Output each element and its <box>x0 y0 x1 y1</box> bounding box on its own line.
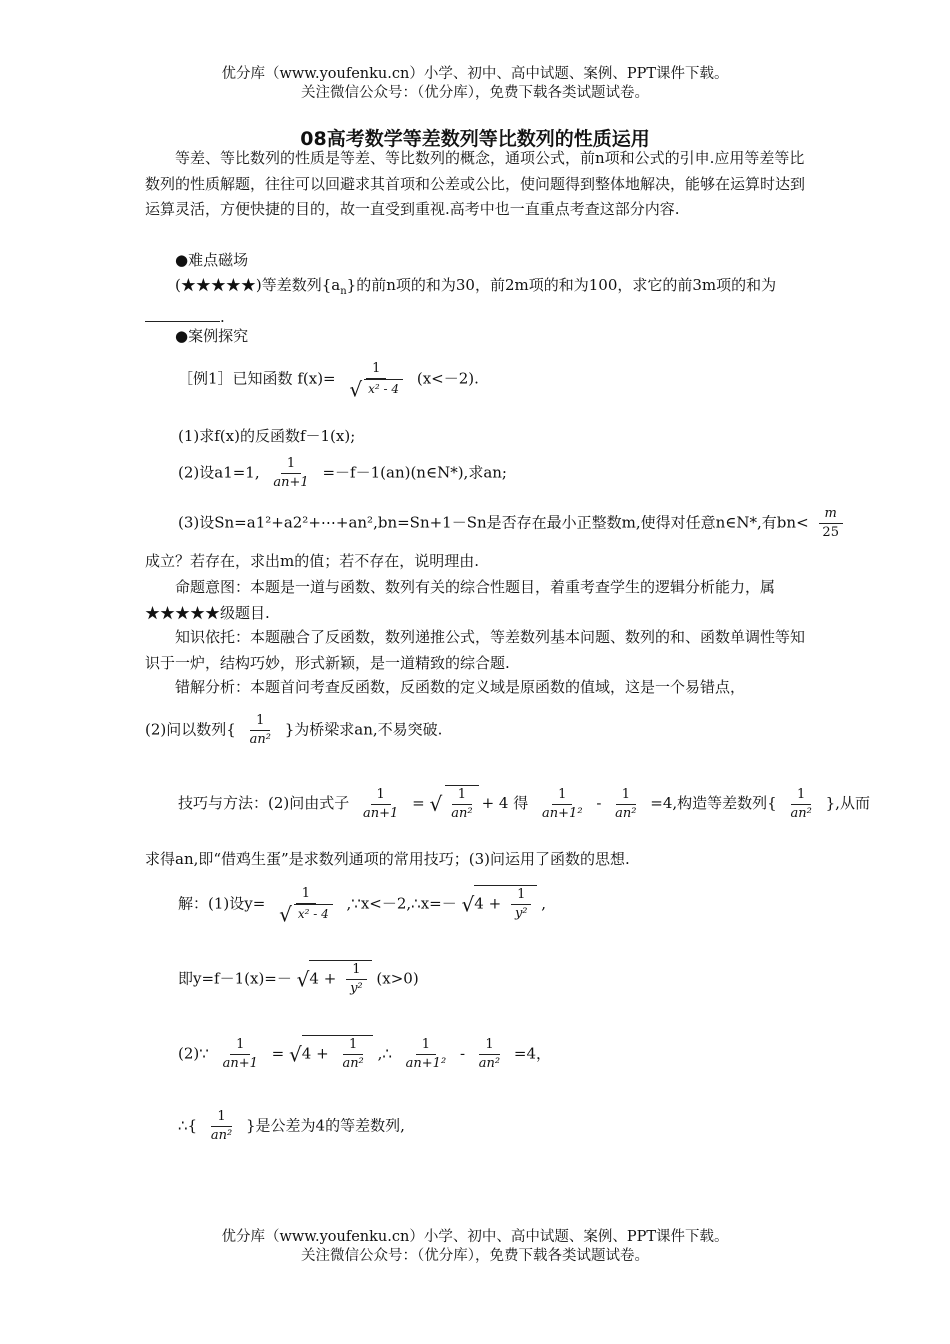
footer-line-2: 关注微信公众号：（优分库），免费下载各类试题试卷。 <box>301 1248 649 1264</box>
sqrt-body <box>302 1035 373 1073</box>
frac-den: an² <box>210 1128 233 1143</box>
s2-text-a: 即y=f－1(x)=－ <box>178 969 292 988</box>
frac-num: 1 <box>211 1108 231 1127</box>
frac-num: m <box>819 505 843 524</box>
question-2 <box>178 455 507 492</box>
analysis-skill: 技巧与方法：(2)问由式子 $\frac{1}{an+1}$ = √ $\frac{1}{\text{an²}}$ + 4 得 $\frac{1}{\text{an+1²}}$ - $\frac{1}{\text{an²}}$ =4,构造等差数列{ $\frac{1}{\text{an²}}$ },从而 <box>178 786 870 821</box>
question-3-tail: 成立？若存在，求出m的值；若不存在，说明理由. <box>145 552 479 570</box>
header-line-2: 关注微信公众号：（优分库），免费下载各类试题试卷。 <box>301 85 649 101</box>
s3-text-b: ,∴ <box>377 1044 392 1063</box>
fraction-1-over-an1 <box>267 455 314 492</box>
frac-num: 1 <box>416 1036 436 1055</box>
fraction-1-over-an12 <box>400 1036 453 1073</box>
frac-den: y² <box>514 906 528 921</box>
frac-den: an² <box>790 805 812 821</box>
frac-num: 1 <box>250 712 270 731</box>
page-footer <box>0 1228 950 1266</box>
analysis-error-2 <box>145 712 442 749</box>
frac-den: 25 <box>822 525 839 540</box>
fraction-1-over-sqrt: $\frac{1}{\text{√ x² - 4}}$ <box>273 885 339 924</box>
frac-den: an² <box>451 806 473 821</box>
fx-label: f(x)= <box>297 369 336 388</box>
s1-text-b: ,∵x<－2,∴x=－ <box>346 894 457 913</box>
frac-den: an+1 <box>273 475 309 490</box>
q2-text-a: (2)设a1=1, <box>178 463 260 482</box>
fraction-1-over-an2 <box>785 786 818 823</box>
section-case-study: ●案例探究 <box>175 327 249 345</box>
q2-text-b: =－f－1(an)(n∈N*),求an; <box>322 463 507 482</box>
fraction-1-over-an2 <box>445 785 478 823</box>
s3-text-a: (2)∵ <box>178 1044 209 1063</box>
frac-num: 1 <box>371 786 391 805</box>
frac-num: 1 <box>511 886 531 905</box>
four-plus: 4 + <box>301 1044 329 1063</box>
skill-text-a: 技巧与方法：(2)问由式子 <box>178 794 350 812</box>
error2-text-a: (2)问以数列{ <box>145 720 236 739</box>
analysis-knowledge: 知识依托：本题融合了反函数，数列递推公式，等差数列基本问题、数列的和、函数单调性等知识于一炉，结构巧妙，形式新颖，是一道精致的综合题. <box>145 628 806 672</box>
star-rating: (★★★★★) <box>175 276 262 294</box>
analysis-skill-2: 求得an,即“借鸡生蛋”是求数列通项的常用技巧；(3)问运用了函数的思想. <box>145 850 630 868</box>
q3-text-a: (3)设Sn=a1²+a2²+⋯+an²,bn=Sn+1－Sn是否存在最小正整数m,使得对任意n∈N*,有bn< <box>178 513 809 532</box>
s4-text-b: }是公差为4的等差数列, <box>246 1116 405 1135</box>
fraction-1-over-an2 <box>205 1108 238 1145</box>
section-difficult-point: ●难点磁场 <box>175 251 249 269</box>
question-1: (1)求f(x)的反函数f－1(x); <box>178 427 356 445</box>
page-header <box>0 65 950 103</box>
frac-num: 1 <box>346 961 366 980</box>
frac-num: 1 <box>281 455 301 474</box>
difficult-problem: (★★★★★)等差数列$\{a_n\}$的前n项的和为30，前2m项的和为100，求它的前3m项的和为. <box>145 273 810 330</box>
frac-den: an² <box>615 805 637 821</box>
s2-text-b: (x>0) <box>376 969 419 988</box>
s4-text-a: ∴{ <box>178 1116 198 1135</box>
frac-den: an² <box>342 1056 364 1071</box>
solution-step-3: (2)∵ $\frac{1}{an+1}$ = √4 + $\frac{1}{\text{an²}}$ ,∴ $\frac{1}{\text{an+1²}}$ - $\frac{1}{\text{an²}}$ =4， <box>178 1037 552 1071</box>
fraction-m-over-25 <box>816 505 845 542</box>
frac-num: 1 <box>296 885 316 904</box>
frac-den: an+1 <box>222 1056 258 1071</box>
problem-text-end: . <box>220 307 225 326</box>
s1-text-c: , <box>541 894 547 913</box>
problem-text-b: }的前n项的和为30，前2m项的和为100，求它的前3m项的和为 <box>346 276 777 294</box>
solution-step-4 <box>178 1108 405 1145</box>
frac-num: 1 <box>616 786 636 805</box>
plus-four: + 4 <box>481 794 509 812</box>
solution-step-2: 即y=f－1(x)=－ √4 + $\frac{1}{\text{y²}}$ (x>0) <box>178 962 419 996</box>
skill-text-c: =4,构造等差数列{ <box>650 794 777 812</box>
frac-den: y² <box>350 981 363 996</box>
s3-text-c: =4， <box>513 1044 552 1063</box>
fraction-1-over-an2 <box>336 1036 369 1073</box>
fraction-1-over-an1 <box>357 786 404 823</box>
equals-sign: = <box>271 1044 285 1063</box>
analysis-intent: 命题意图：本题是一道与函数、数列有关的综合性题目，着重考查学生的逻辑分析能力，属★★★★★级题目. <box>145 578 776 622</box>
frac-num: 1 <box>452 786 472 805</box>
frac-num: 1 <box>552 786 572 805</box>
fraction-1-over-y2 <box>509 886 534 923</box>
error2-text-b: }为桥梁求an,不易突破. <box>284 720 443 739</box>
intro-paragraph: 等差、等比数列的性质是等差、等比数列的概念，通项公式，前n项和公式的引申.应用等差等比数列的性质解题，往往可以回避求其首项和公差或公比，使问题得到整体地解决，能够在运算时达到运算灵活，方便快捷的目的，故一直受到重视.高考中也一直重点考查这部分内容. <box>145 149 806 218</box>
frac-den: an² <box>478 1056 501 1071</box>
header-line-1: 优分库（www.youfenku.cn）小学、初中、高中试题、案例、PPT课件下载。 <box>221 66 729 82</box>
frac-den: an+1² <box>542 805 583 821</box>
frac-den: an² <box>249 732 271 747</box>
fraction-1-over-an2 <box>609 786 642 823</box>
frac-num: 1 <box>791 786 811 805</box>
sqrt-body <box>474 885 536 923</box>
frac-den: x² - 4 <box>294 904 333 923</box>
answer-blank <box>145 309 220 322</box>
solution-step-1: 解：(1)设y= $\frac{1}{\text{√ x² - 4}}$ ,∵x<－2,∴x=－ √4 + $\frac{1}{\text{y²}}$ , <box>178 886 547 927</box>
frac-den: x² - 4 <box>364 379 403 398</box>
minus-sign: - <box>459 1044 466 1063</box>
minus-sign: - <box>596 794 602 812</box>
question-3 <box>178 505 848 542</box>
equals-sign: = <box>412 794 425 812</box>
example-1-statement <box>178 360 479 402</box>
skill-text-b: 得 <box>513 794 529 812</box>
fraction-1-over-an1 <box>217 1036 264 1073</box>
frac-den: an+1 <box>363 805 399 821</box>
fraction-1-over-an12 <box>536 786 589 823</box>
frac-den: an+1² <box>405 1056 447 1071</box>
s1-text-a: 解：(1)设y= <box>178 894 266 913</box>
fraction-1-over-y2 <box>344 961 369 998</box>
fraction-1-over-an2 <box>473 1036 506 1073</box>
frac-num: 1 <box>479 1036 499 1055</box>
four-plus: 4 + <box>474 894 502 913</box>
example-condition: (x<－2). <box>416 369 479 388</box>
page-title: 08高考数学等差数列等比数列的性质运用 <box>300 128 650 150</box>
example-label: ［例1］已知函数 <box>178 369 293 388</box>
analysis-error: 错解分析：本题首问考查反函数，反函数的定义域是原函数的值域，这是一个易错点， <box>175 678 746 696</box>
fraction-1-over-sqrt: $\frac{1}{\text{√ x² - 4}}$ <box>343 360 409 399</box>
footer-line-1: 优分库（www.youfenku.cn）小学、初中、高中试题、案例、PPT课件下载。 <box>221 1229 729 1245</box>
frac-num: 1 <box>343 1036 363 1055</box>
sqrt-body <box>309 960 371 998</box>
four-plus: 4 + <box>309 969 337 988</box>
frac-num: 1 <box>366 360 386 379</box>
frac-num: 1 <box>230 1036 250 1055</box>
skill-text-d: },从而 <box>825 794 870 812</box>
fraction-1-over-an2 <box>244 712 277 749</box>
problem-text-a: 等差数列{a <box>261 276 341 294</box>
